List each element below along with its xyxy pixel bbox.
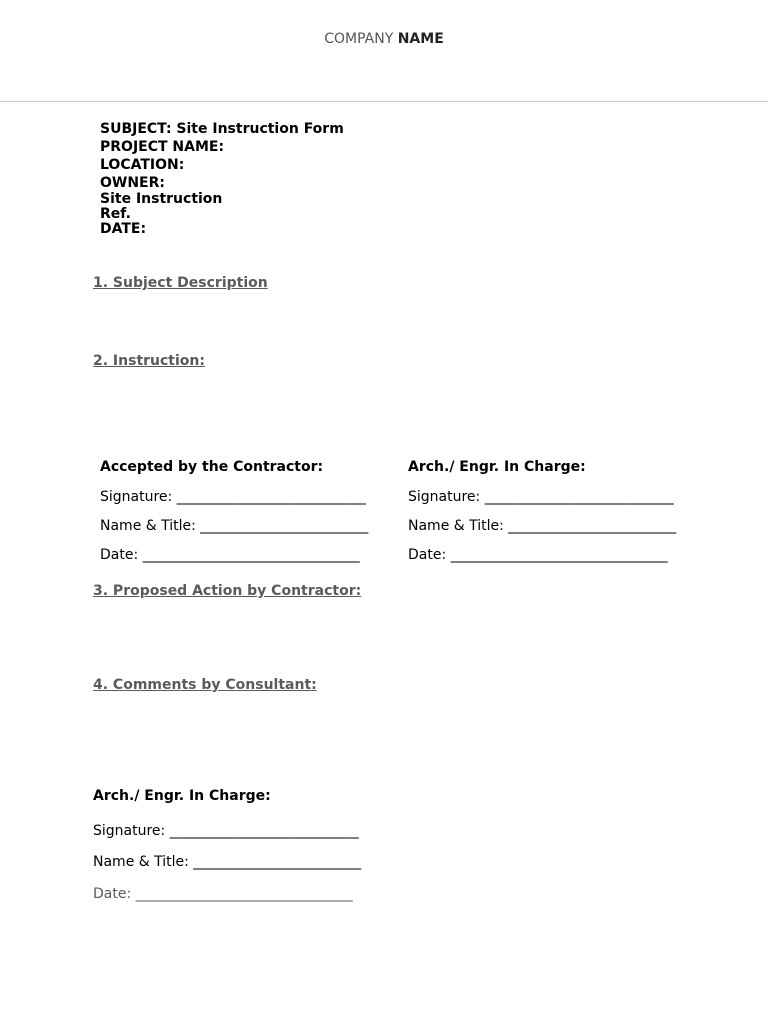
section-comments-consultant: 4. Comments by Consultant: [93,677,317,693]
contractor-signoff-heading: Accepted by the Contractor: [100,459,324,475]
ref-field: Ref. [100,206,131,222]
company-name [0,31,768,47]
arch-signature-line: Signature: ___________________________ [408,489,674,505]
owner-field: OWNER: [100,175,166,191]
company-name-bold: NAME [397,31,444,47]
location-field: LOCATION: [100,157,185,173]
consultant-name-title-line: Name & Title: ________________________ [93,854,362,870]
arch-name-title-line: Name & Title: ________________________ [408,518,677,534]
arch-signoff-heading: Arch./ Engr. In Charge: [408,459,586,475]
header-divider [0,101,768,102]
consultant-signoff-heading: Arch./ Engr. In Charge: [93,788,271,804]
arch-date-line: Date: _______________________________ [408,547,668,563]
section-proposed-action: 3. Proposed Action by Contractor: [93,583,362,599]
section-instruction: 2. Instruction: [93,353,205,369]
contractor-name-title-line: Name & Title: ________________________ [100,518,369,534]
date-field: DATE: [100,221,147,237]
company-prefix: COMPANY [324,31,394,47]
contractor-date-line: Date: _______________________________ [100,547,360,563]
project-name-field: PROJECT NAME: [100,139,225,155]
section-subject-description: 1. Subject Description [93,275,268,291]
consultant-signature-line: Signature: ___________________________ [93,823,359,839]
site-instruction-field: Site Instruction [100,191,223,207]
consultant-date-line: Date: _______________________________ [93,886,353,902]
subject-field: SUBJECT: Site Instruction Form [100,121,344,137]
contractor-signature-line: Signature: ___________________________ [100,489,366,505]
